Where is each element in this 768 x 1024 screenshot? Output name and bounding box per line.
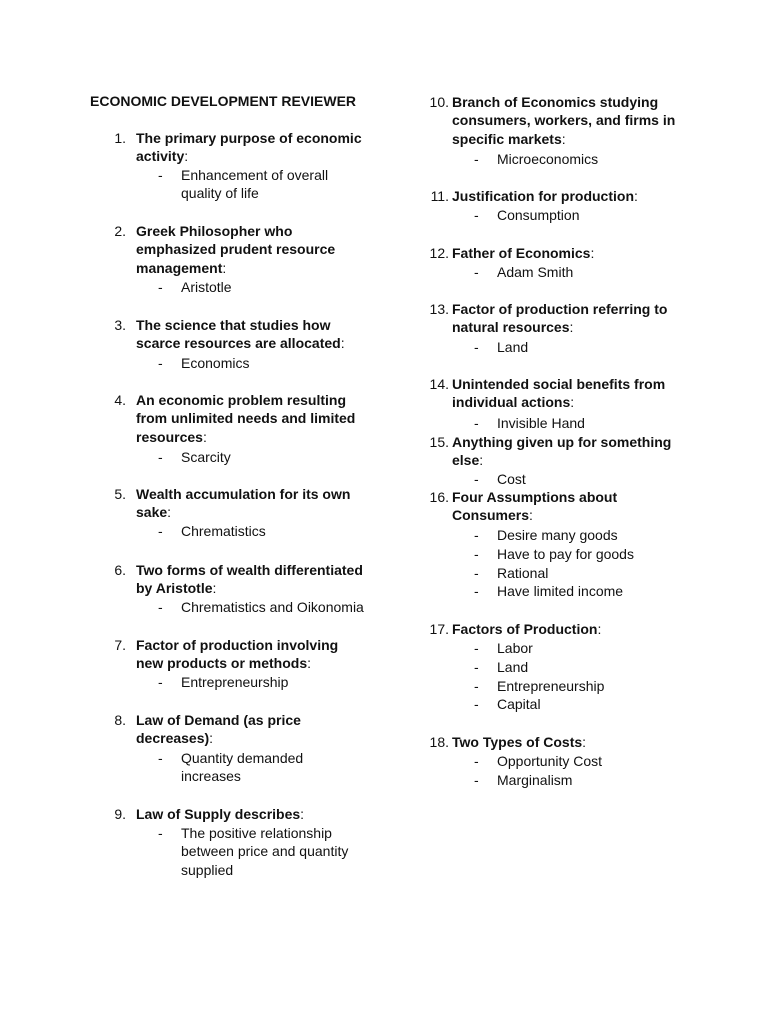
bullet-dash: - [474,564,479,581]
item-number: 13. [429,300,449,317]
bullet-dash: - [158,354,163,371]
bullet-dash: - [158,522,163,539]
answer-text: Marginalism [497,771,573,788]
answer-text: Labor [497,639,533,656]
question-text: Law of Demand (as price decreases) [136,711,301,747]
item-question [452,733,692,752]
answer-text: Entrepreneurship [181,673,289,690]
item-question [136,316,368,354]
item-question [452,620,692,639]
bullet-dash: - [158,166,163,183]
bullet-dash: - [474,206,479,223]
answer-text: Capital [497,695,541,712]
answer-text: Entrepreneurship [497,677,605,694]
answer-text: Desire many goods [497,526,618,543]
item-number: 7. [114,636,126,653]
answer-text: Enhancement of overall quality of life [181,166,329,202]
item-question [136,636,368,674]
item-number: 8. [114,711,126,728]
bullet-dash: - [474,545,479,562]
question-colon: : [590,244,595,261]
answer-text: Economics [181,354,250,371]
bullet-dash: - [474,582,479,599]
item-question [136,711,368,749]
item-number: 11. [430,187,449,204]
item-number: 15. [429,433,449,450]
bullet-dash: - [158,824,163,841]
question-text: The primary purpose of economic activity [136,129,362,165]
question-colon: : [300,805,305,822]
answer-text: Opportunity Cost [497,752,603,769]
item-question [136,805,368,824]
bullet-dash: - [474,414,479,431]
question-text: Greek Philosopher who emphasized prudent resource management [136,222,336,277]
item-number: 1. [114,129,126,146]
question-text: The science that studies how scarce resources are allocated [136,316,341,352]
question-colon: : [222,260,227,277]
answer-text: Chrematistics [181,522,266,539]
item-number: 14. [429,375,449,392]
item-question [136,561,368,599]
item-number: 2. [114,222,126,239]
answer-text: Quantity demanded increases [181,749,304,785]
question-text: Two Types of Costs [452,733,583,750]
answer-text: Invisible Hand [497,414,585,431]
item-question [452,244,692,263]
question-colon: : [634,187,638,204]
question-colon: : [212,580,217,597]
document-title: ECONOMIC DEVELOPMENT REVIEWER [90,93,357,109]
item-question [136,485,368,523]
answer-text: Rational [497,564,549,581]
item-number: 4. [114,391,126,408]
question-colon: : [569,319,574,336]
item-number: 3. [114,316,126,333]
bullet-dash: - [474,526,479,543]
question-text: Unintended social benefits from individual actions [452,375,666,411]
item-number: 5. [114,485,126,502]
answer-text: Cost [497,470,526,487]
question-colon: : [597,620,602,637]
question-colon: : [209,730,214,747]
answer-text: Aristotle [181,278,232,295]
bullet-dash: - [474,263,479,280]
bullet-dash: - [474,338,479,355]
question-colon: : [202,429,207,446]
question-text: Factor of production involving new products or methods [136,636,339,672]
question-colon: : [570,394,575,411]
answer-text: Scarcity [181,448,231,465]
question-colon: : [561,131,566,148]
bullet-dash: - [474,470,479,487]
question-colon: : [340,335,345,352]
item-question [136,129,368,167]
item-question [452,375,692,413]
bullet-dash: - [158,749,163,766]
answer-text: Have limited income [497,582,624,599]
item-number: 6. [114,561,126,578]
question-text: Factor of production referring to natural resources [452,300,668,336]
answer-text: Adam Smith [497,263,574,280]
question-text: Father of Economics [452,244,591,261]
item-number: 16. [429,488,449,505]
question-colon: : [184,148,189,165]
question-colon: : [479,452,484,469]
item-question [452,488,692,526]
item-question [452,93,692,149]
answer-text: Microeconomics [497,150,599,167]
bullet-dash: - [158,448,163,465]
bullet-dash: - [474,677,479,694]
bullet-dash: - [158,278,163,295]
item-question [452,433,692,471]
answer-text: Have to pay for goods [497,545,634,562]
question-text: An economic problem resulting from unlimited needs and limited resources [136,391,356,446]
question-colon: : [307,655,312,672]
bullet-dash: - [474,150,479,167]
bullet-dash: - [474,639,479,656]
bullet-dash: - [158,598,163,615]
answer-text: The positive relationship between price and quantity supplied [181,824,349,879]
question-text: Anything given up for something else [452,433,672,469]
item-number: 18. [429,733,449,750]
bullet-dash: - [474,695,479,712]
bullet-dash: - [474,752,479,769]
bullet-dash: - [474,658,479,675]
item-number: 9. [114,805,126,822]
bullet-dash: - [474,771,479,788]
question-colon: : [582,733,587,750]
item-question [452,187,692,206]
answer-text: Chrematistics and Oikonomia [181,598,364,615]
question-colon: : [529,507,533,524]
question-text: Factors of Production [452,620,598,637]
bullet-dash: - [158,673,163,690]
question-colon: : [167,504,172,521]
item-number: 17. [429,620,449,637]
item-question [136,391,368,447]
question-text: Law of Supply describes [136,805,301,822]
item-number: 12. [429,244,449,261]
question-text: Justification for production [452,187,634,204]
question-text: Four Assumptions about Consumers [452,488,618,524]
answer-text: Land [497,658,529,675]
answer-text: Land [497,338,529,355]
item-number: 10. [429,93,449,110]
question-text: Two forms of wealth differentiated by Aristotle [136,561,363,597]
question-text: Branch of Economics studying consumers, workers, and firms in specific markets [452,93,676,148]
item-question [452,300,692,338]
answer-text: Consumption [497,206,580,223]
item-question [136,222,368,278]
question-text: Wealth accumulation for its own sake [136,485,351,521]
